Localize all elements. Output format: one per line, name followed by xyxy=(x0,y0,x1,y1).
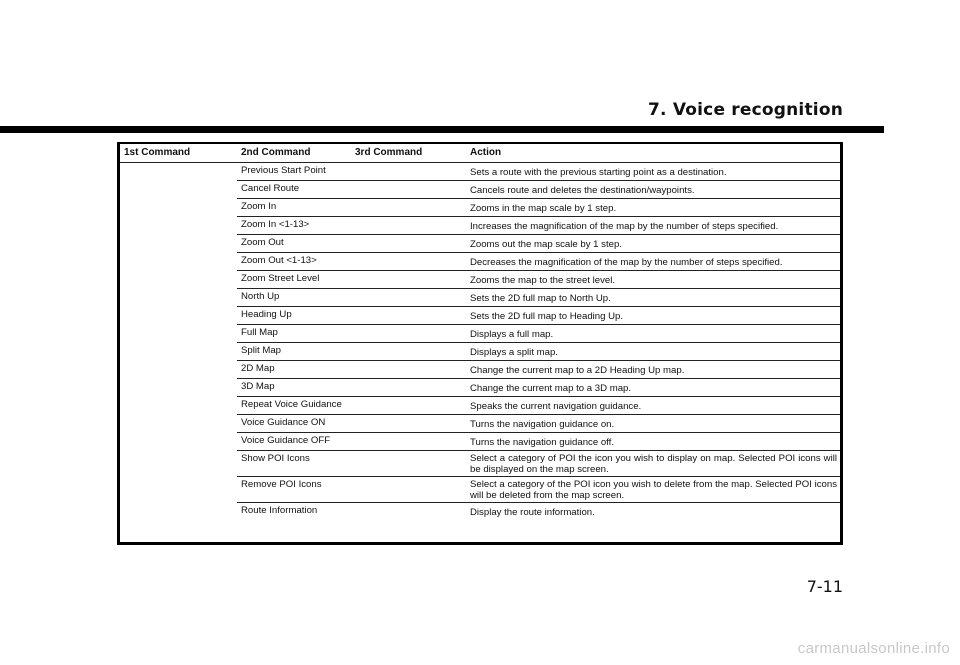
action-cell: Zooms in the map scale by 1 step. xyxy=(466,199,840,217)
action-cell: Speaks the current navigation guidance. xyxy=(466,397,840,415)
action-cell: Turns the navigation guidance on. xyxy=(466,415,840,433)
second-command-cell: Zoom In <1-13> xyxy=(237,217,466,235)
second-command-cell: Route Information xyxy=(241,505,318,516)
header-action: Action xyxy=(466,144,840,163)
second-command-cell: 3D Map xyxy=(237,379,466,397)
action-cell: Displays a split map. xyxy=(466,343,840,361)
second-command-cell: Remove POI Icons xyxy=(237,477,466,503)
second-command-cell: Show POI Icons xyxy=(237,451,466,477)
action-cell: Display the route information. xyxy=(470,507,595,518)
action-cell: Zooms out the map scale by 1 step. xyxy=(466,235,840,253)
title-rule xyxy=(0,126,884,133)
second-command-cell: Cancel Route xyxy=(237,181,466,199)
first-command-cell xyxy=(120,163,237,521)
second-command-cell: 2D Map xyxy=(237,361,466,379)
action-cell: Sets the 2D full map to North Up. xyxy=(466,289,840,307)
second-command-cell: North Up xyxy=(237,289,466,307)
header-2nd-command: 2nd Command xyxy=(237,144,351,163)
second-command-cell: Full Map xyxy=(237,325,466,343)
second-command-cell: Zoom Out <1-13> xyxy=(237,253,466,271)
second-command-cell: Split Map xyxy=(237,343,466,361)
header-1st-command: 1st Command xyxy=(120,144,237,163)
second-command-cell: Voice Guidance ON xyxy=(237,415,466,433)
action-cell: Zooms the map to the street level. xyxy=(466,271,840,289)
second-command-cell: Zoom Out xyxy=(237,235,466,253)
action-cell: Change the current map to a 3D map. xyxy=(466,379,840,397)
second-command-cell: Zoom Street Level xyxy=(237,271,466,289)
action-cell: Increases the magnification of the map by the number of steps specified. xyxy=(466,217,840,235)
action-cell: Select a category of the POI icon you wish to delete from the map. Selected POI icons will be deleted from the map screen. xyxy=(466,477,840,503)
header-3rd-command: 3rd Command xyxy=(351,144,466,163)
action-cell: Cancels route and deletes the destination/waypoints. xyxy=(466,181,840,199)
action-cell: Decreases the magnification of the map by the number of steps specified. xyxy=(466,253,840,271)
action-cell: Displays a full map. xyxy=(466,325,840,343)
second-command-cell: Voice Guidance OFF xyxy=(237,433,466,451)
voice-command-table xyxy=(117,142,843,545)
watermark: carmanualsonline.info xyxy=(797,640,950,657)
second-command-cell: Zoom In xyxy=(237,199,466,217)
page-number: 7-11 xyxy=(806,577,843,596)
action-cell: Sets the 2D full map to Heading Up. xyxy=(466,307,840,325)
second-command-cell: Previous Start Point xyxy=(237,163,466,181)
action-cell: Select a category of POI the icon you wish to display on map. Selected POI icons will be displayed on the map screen. xyxy=(466,451,840,477)
command-table xyxy=(120,144,840,521)
second-command-cell: Repeat Voice Guidance xyxy=(237,397,466,415)
table-row xyxy=(120,163,840,181)
action-cell: Sets a route with the previous starting point as a destination. xyxy=(466,163,840,181)
action-cell: Turns the navigation guidance off. xyxy=(466,433,840,451)
action-cell: Change the current map to a 2D Heading Up map. xyxy=(466,361,840,379)
second-command-cell: Heading Up xyxy=(237,307,466,325)
table-header-row xyxy=(120,144,840,163)
section-title: 7. Voice recognition xyxy=(648,100,843,120)
